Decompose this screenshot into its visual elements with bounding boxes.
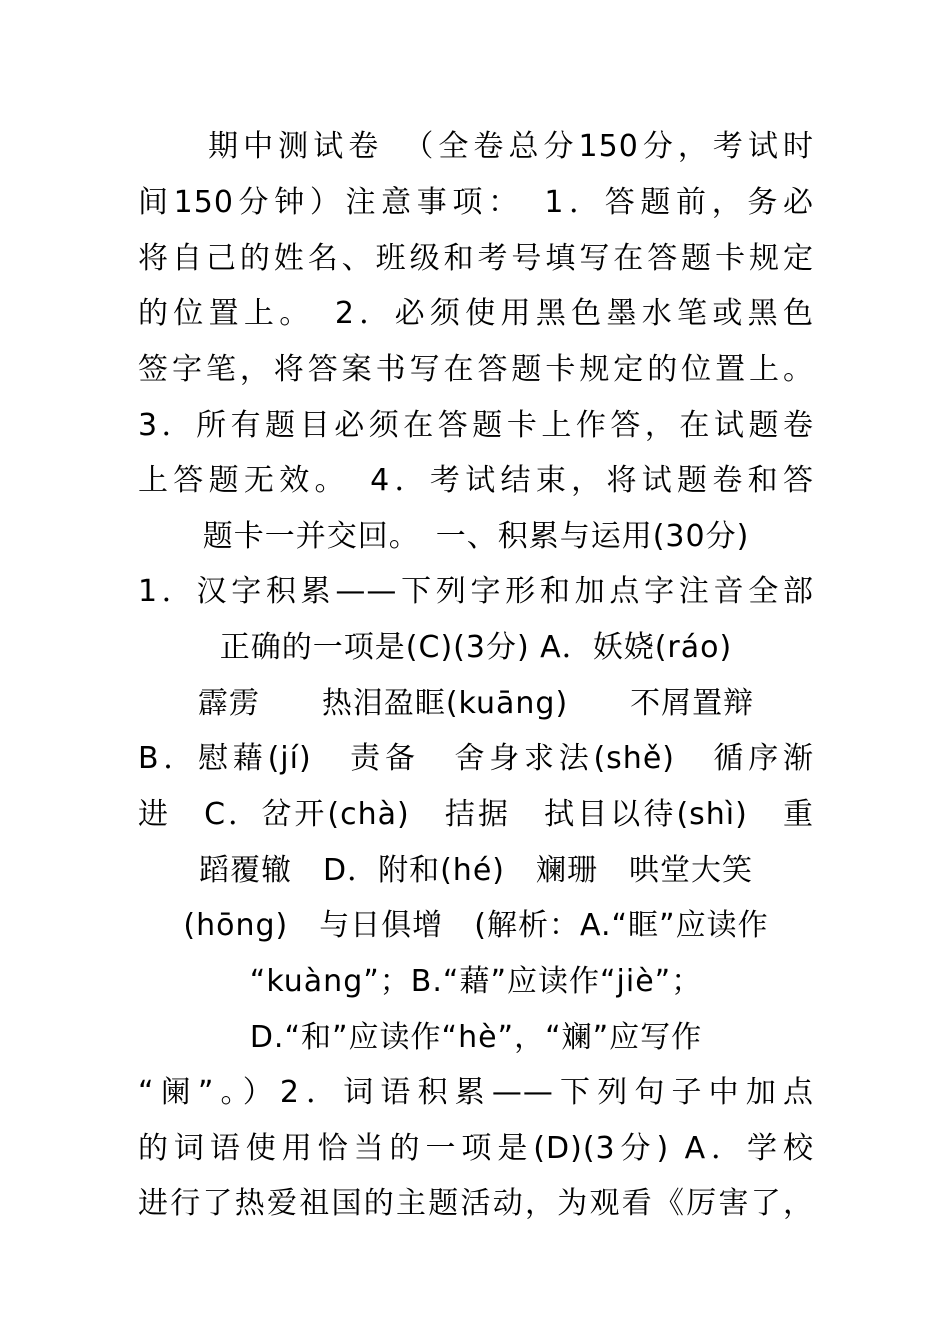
text-line-10: 正确的一项是(C)(3分) A．妖娆(ráo) (219, 630, 733, 665)
text-line-20: 进行了热爱祖国的主题活动，为观看《厉害了， (138, 1186, 814, 1221)
text-line-11: 霹雳 热泪盈眶(kuāng) 不屑置辩 (197, 686, 755, 721)
text-line-7: 上答题无效。 4．考试结束，将试题卷和答 (138, 463, 814, 498)
text-line-15: (hōng) 与日俱增 (解析：A.“眶”应读作 (183, 908, 769, 943)
text-line-16: “kuàng”；B.“藉”应读作“jiè”； (249, 964, 703, 999)
text-line-6: 3．所有题目必须在答题卡上作答，在试题卷 (138, 408, 814, 443)
text-line-8: 题卡一并交回。 一、积累与运用(30分) (202, 519, 750, 554)
text-line-1: 期中测试卷 （全卷总分150分，考试时 (138, 129, 814, 164)
text-line-5: 签字笔，将答案书写在答题卡规定的位置上。 (138, 352, 814, 387)
text-line-9: 1．汉字积累——下列字形和加点字注音全部 (138, 574, 814, 609)
text-line-12: B．慰藉(jí) 责备 舍身求法(shě) 循序渐 (138, 741, 814, 776)
text-line-2: 间150分钟）注意事项： 1．答题前，务必 (138, 185, 814, 220)
text-line-18: “阑”。）2．词语积累——下列句子中加点 (138, 1075, 814, 1110)
text-line-13: 进 C．岔开(chà) 拮据 拭目以待(shì) 重 (138, 797, 814, 832)
text-line-3: 将自己的姓名、班级和考号填写在答题卡规定 (138, 241, 814, 276)
text-line-4: 的位置上。 2．必须使用黑色墨水笔或黑色 (138, 296, 814, 331)
text-line-17: D.“和”应读作“hè”，“斓”应写作 (249, 1020, 703, 1055)
text-line-14: 蹈覆辙 D．附和(hé) 斓珊 哄堂大笑 (199, 853, 753, 888)
text-line-19: 的词语使用恰当的一项是(D)(3分) A．学校 (138, 1131, 814, 1166)
